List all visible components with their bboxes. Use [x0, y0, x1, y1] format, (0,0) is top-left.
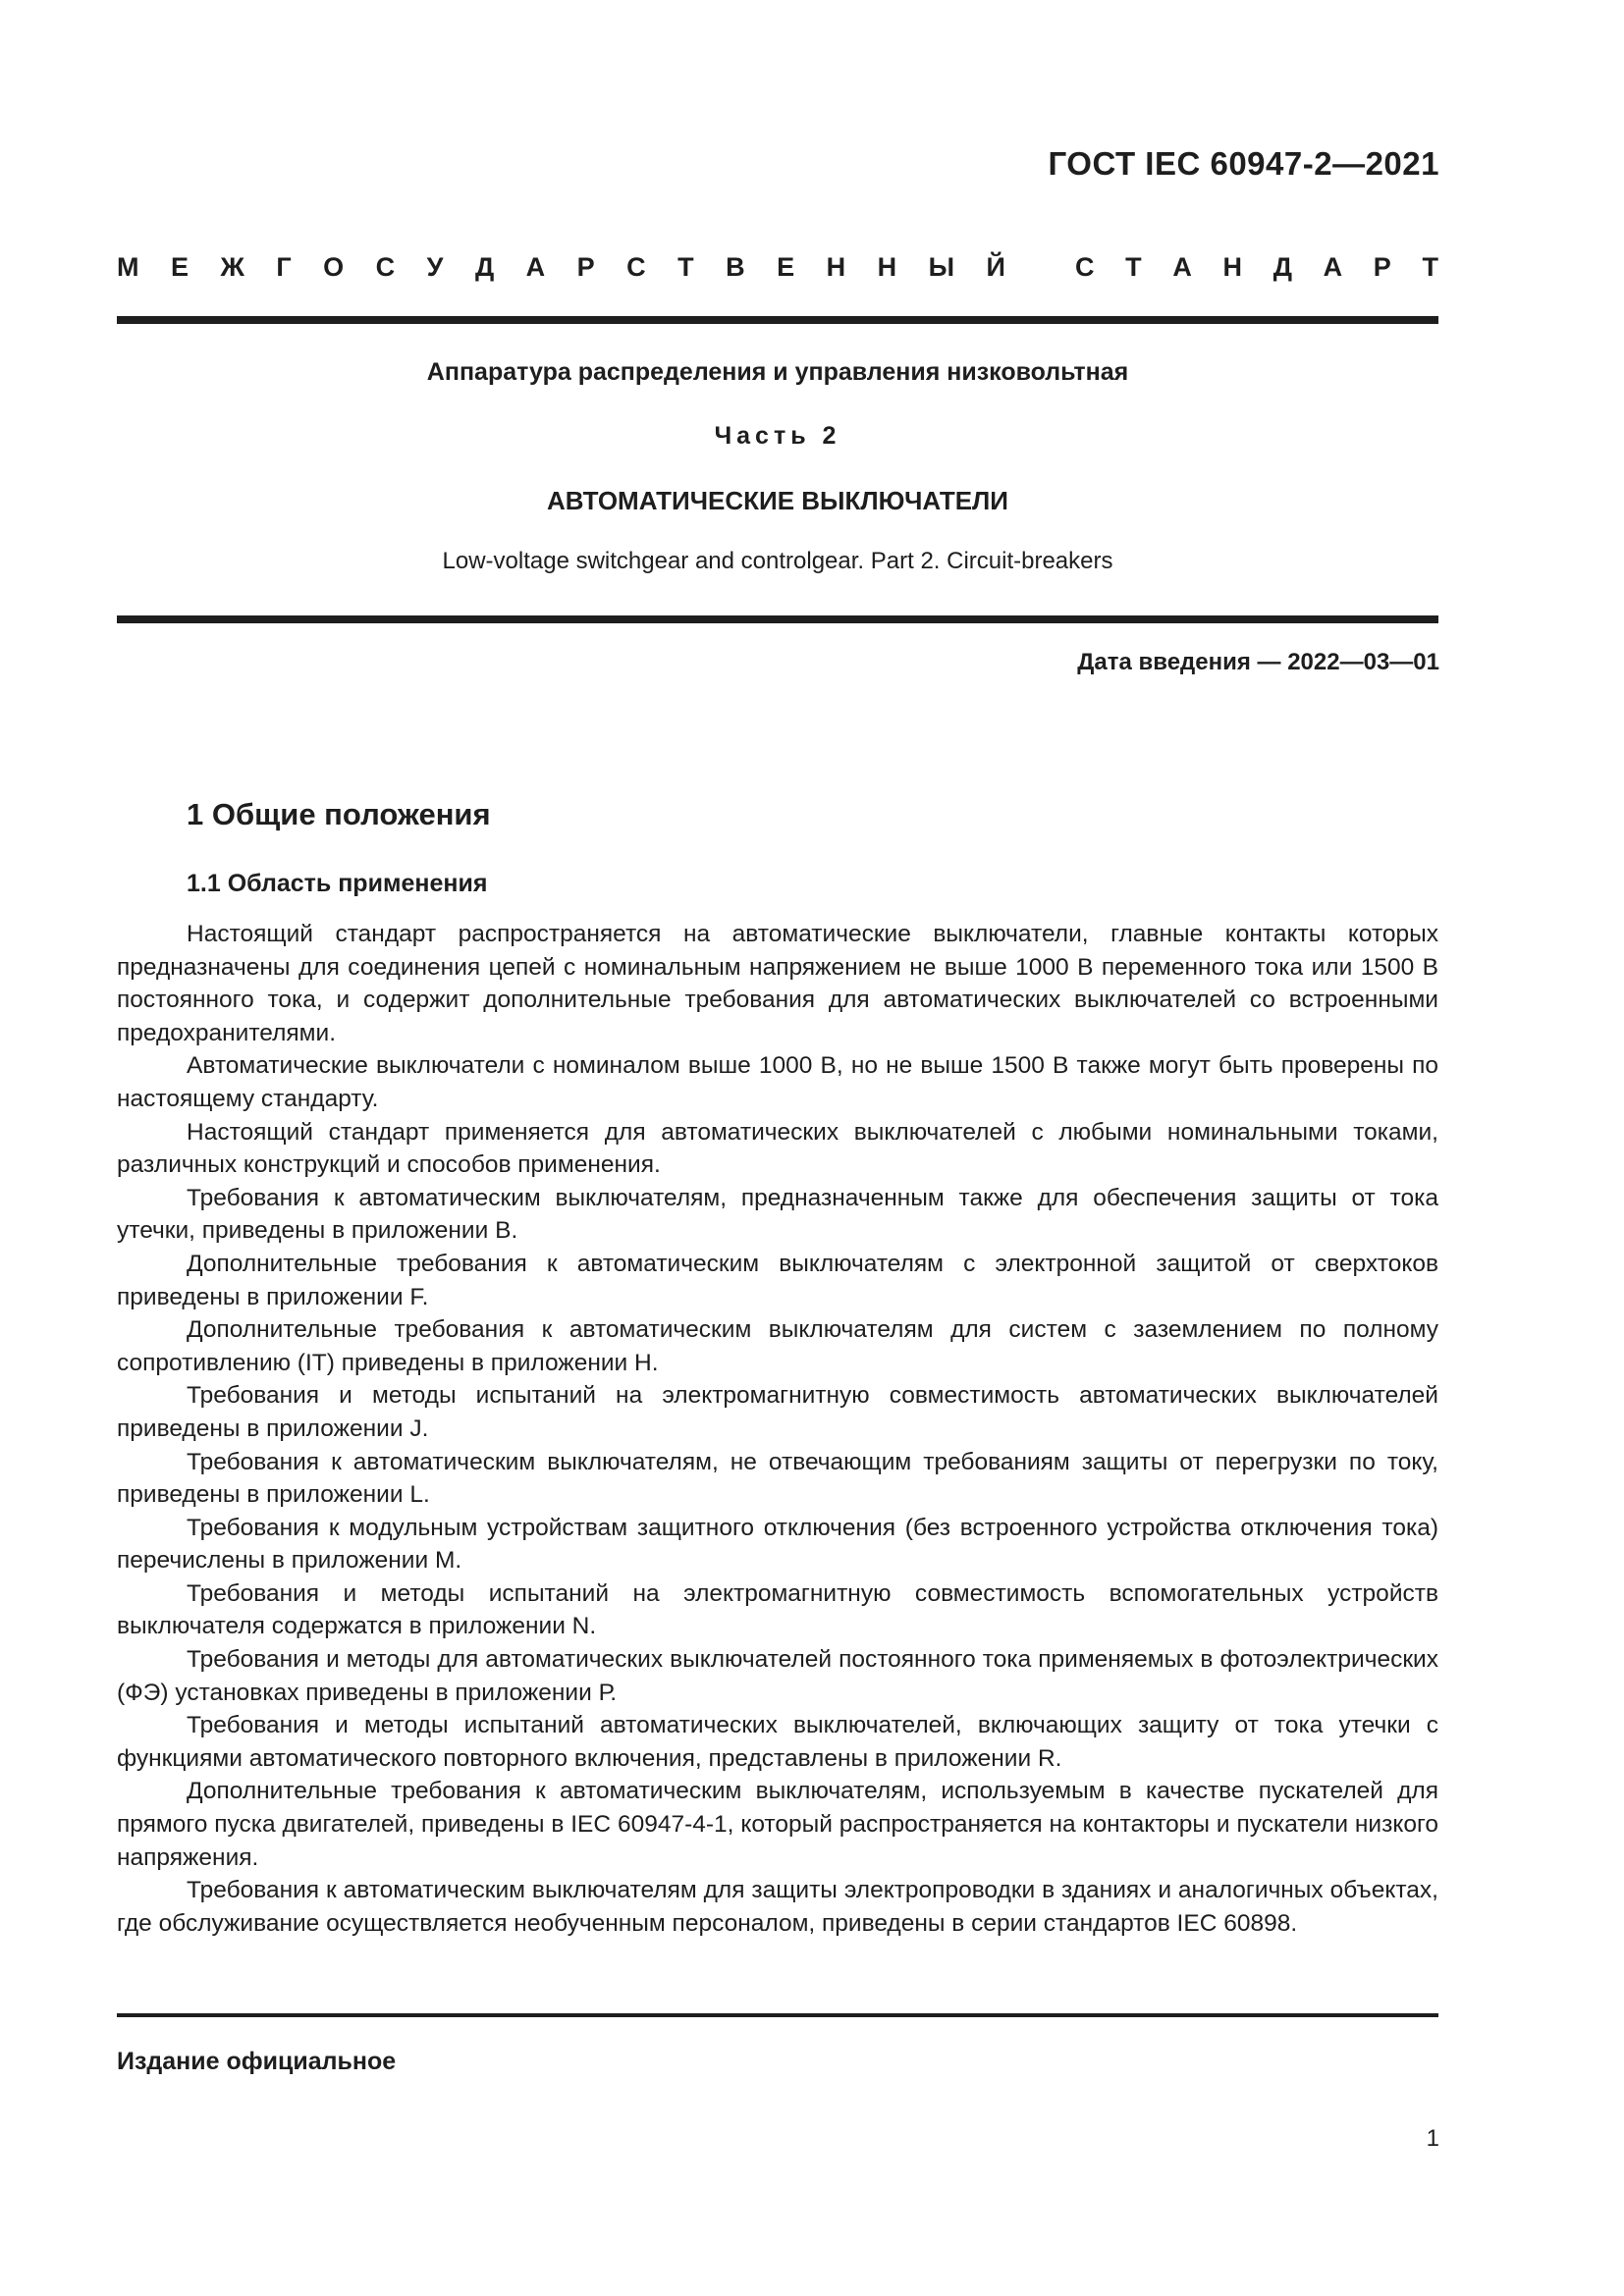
- paragraph: Настоящий стандарт распространяется на автоматические выключатели, главные контакты которых предназначены для соединения цепей с номинальным напряжением не выше 1000 В переменного тока или 1500 В постоянного тока, и содержит дополнительные требования для автоматических выключателей со встроенными предохранителями.: [117, 921, 1438, 1046]
- paragraph: Требования к автоматическим выключателям, не отвечающим требованиям защиты от перегрузки по току, приведены в приложении L.: [117, 1448, 1438, 1509]
- banner-letter: Р: [576, 252, 595, 282]
- interstate-standard-banner: [117, 252, 1438, 283]
- paragraph: Автоматические выключатели с номиналом выше 1000 В, но не выше 1500 В также могут быть проверены по настоящему стандарту.: [117, 1052, 1438, 1112]
- paragraph: Дополнительные требования к автоматическим выключателям с электронной защитой от сверхтоков приведены в приложении F.: [117, 1250, 1438, 1310]
- paragraph: Требования к модульным устройствам защитного отключения (без встроенного устройства отключения тока) перечислены в приложении М.: [117, 1514, 1438, 1575]
- banner-letter: Г: [276, 252, 292, 282]
- paragraph: Настоящий стандарт применяется для автоматических выключателей с любыми номинальными токами, различных конструкций и способов применения.: [117, 1118, 1438, 1179]
- document-title: Аппаратура распределения и управления низковольтная: [426, 358, 1129, 386]
- banner-letter: Е: [170, 252, 189, 282]
- paragraph: Требования и методы испытаний автоматических выключателей, включающих защиту от тока утечки с функциями автоматического повторного включения, представлены в приложении R.: [117, 1712, 1438, 1772]
- document-subject: АВТОМАТИЧЕСКИЕ ВЫКЛЮЧАТЕЛИ: [547, 486, 1008, 515]
- section-heading: 1 Общие положения: [187, 797, 491, 831]
- banner-letter: А: [525, 252, 546, 282]
- document-part: Часть 2: [714, 422, 841, 450]
- banner-letter: С: [1075, 252, 1095, 282]
- banner-letter: О: [323, 252, 345, 282]
- banner-letter: Т: [677, 252, 694, 282]
- paragraph: Дополнительные требования к автоматическим выключателям, используемым в качестве пускателей для прямого пуска двигателей, приведены в IEC 60947-4-1, который распространяется на контакторы и пускатели низкого напряжения.: [117, 1778, 1438, 1871]
- banner-letter: С: [375, 252, 396, 282]
- paragraph: Требования и методы испытаний на электромагнитную совместимость автоматических выключателей приведены в приложении J.: [117, 1382, 1438, 1442]
- official-edition-label: Издание официальное: [117, 2048, 397, 2075]
- banner-letter: Р: [1373, 252, 1391, 282]
- banner-letter: Д: [474, 252, 495, 282]
- banner-letter: А: [1172, 252, 1192, 282]
- banner-letter: Д: [1272, 252, 1292, 282]
- divider-bottom: [117, 2013, 1438, 2017]
- banner-letter: А: [1323, 252, 1343, 282]
- banner-letter: У: [426, 252, 444, 282]
- standard-word: [1075, 252, 1438, 283]
- banner-letter: С: [626, 252, 646, 282]
- page-number: 1: [1426, 2125, 1439, 2152]
- divider-middle: [117, 615, 1438, 623]
- banner-letter: Т: [1422, 252, 1438, 282]
- scope-text: [117, 918, 1438, 1940]
- banner-letter: М: [117, 252, 139, 282]
- banner-letter: Н: [826, 252, 846, 282]
- introduction-date: Дата введения — 2022—03—01: [1077, 649, 1439, 675]
- banner-letter: Н: [877, 252, 897, 282]
- paragraph: Требования и методы испытаний на электромагнитную совместимость вспомогательных устройств выключателя содержатся в приложении N.: [117, 1579, 1438, 1640]
- banner-letter: Ж: [220, 252, 244, 282]
- paragraph: Требования и методы для автоматических выключателей постоянного тока применяемых в фотоэлектрических (ФЭ) установках приведены в приложении Р.: [117, 1646, 1438, 1706]
- paragraph: Требования к автоматическим выключателям для защиты электропроводки в зданиях и аналогичных объектах, где обслуживание осуществляется необученным персоналом, приведены в серии стандартов IEC 60898.: [117, 1877, 1438, 1937]
- interstate-word: [117, 252, 1005, 283]
- divider-top: [117, 316, 1438, 324]
- banner-letter: Й: [986, 252, 1005, 282]
- standard-code: ГОСТ IEC 60947-2—2021: [1048, 145, 1439, 182]
- banner-letter: Т: [1125, 252, 1142, 282]
- subsection-heading: 1.1 Область применения: [187, 870, 488, 897]
- paragraph: Дополнительные требования к автоматическим выключателям для систем с заземлением по полному сопротивлению (IT) приведены в приложении Н.: [117, 1316, 1438, 1376]
- banner-letter: В: [726, 252, 745, 282]
- banner-letter: Е: [777, 252, 795, 282]
- banner-letter: Н: [1222, 252, 1243, 282]
- banner-letter: Ы: [928, 252, 955, 282]
- document-title-english: Low-voltage switchgear and controlgear. Part 2. Circuit-breakers: [442, 548, 1113, 574]
- paragraph: Требования к автоматическим выключателям, предназначенным также для обеспечения защиты от тока утечки, приведены в приложении В.: [117, 1184, 1438, 1245]
